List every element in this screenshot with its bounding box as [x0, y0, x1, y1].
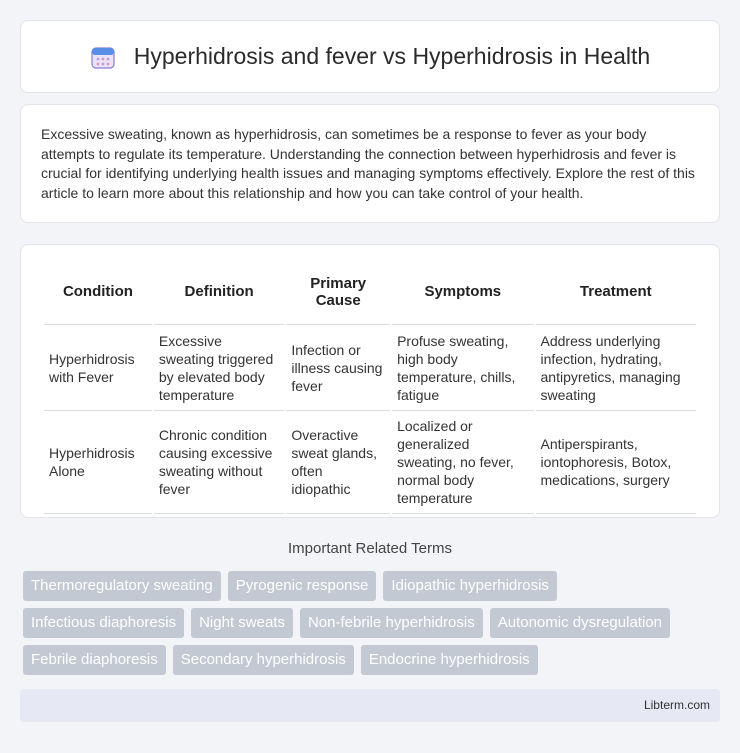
table-cell: Hyperhidrosis with Fever — [44, 325, 152, 411]
calendar-icon — [90, 44, 116, 70]
table-row — [44, 325, 696, 411]
header-treatment: Treatment — [536, 263, 696, 325]
table-cell: Chronic condition causing excessive sweating without fever — [154, 411, 285, 514]
table-row — [44, 411, 696, 514]
related-term-tag[interactable]: Idiopathic hyperhidrosis — [383, 571, 557, 601]
intro-card — [20, 104, 720, 223]
table-cell: Hyperhidrosis Alone — [44, 411, 152, 514]
related-term-tag[interactable]: Endocrine hyperhidrosis — [361, 645, 538, 675]
comparison-table-card — [20, 244, 720, 518]
related-term-tag[interactable]: Non-febrile hyperhidrosis — [300, 608, 483, 638]
table-cell: Profuse sweating, high body temperature, chills, fatigue — [392, 325, 533, 411]
table-cell: Overactive sweat glands, often idiopathic — [286, 411, 390, 514]
header-condition: Condition — [44, 263, 152, 325]
comparison-table — [42, 263, 698, 514]
footer-site-link[interactable]: Libterm.com — [643, 698, 710, 712]
intro-text: Excessive sweating, known as hyperhidrosis, can sometimes be a response to fever as your body attempts to regulate its temperature. Understanding the connection between hyperhidrosis and fever is crucial for identifying underlying health issues and managing symptoms effectively. Explore the rest of this article to learn more about this relationship and how you can take control of your health. — [41, 126, 695, 201]
table-cell: Address underlying infection, hydrating, antipyretics, managing sweating — [536, 325, 696, 411]
header-definition: Definition — [154, 263, 285, 325]
table-header-row — [44, 263, 696, 325]
related-term-tag[interactable]: Infectious diaphoresis — [23, 608, 184, 638]
related-term-tag[interactable]: Secondary hyperhidrosis — [173, 645, 354, 675]
table-cell: Excessive sweating triggered by elevated body temperature — [154, 325, 285, 411]
related-term-tag[interactable]: Night sweats — [191, 608, 293, 638]
related-terms-list — [23, 571, 723, 675]
related-term-tag[interactable]: Pyrogenic response — [228, 571, 377, 601]
header-primary-cause: Primary Cause — [286, 263, 390, 325]
table-cell: Infection or illness causing fever — [286, 325, 390, 411]
related-term-tag[interactable]: Thermoregulatory sweating — [23, 571, 221, 601]
related-term-tag[interactable]: Autonomic dysregulation — [490, 608, 670, 638]
table-cell: Localized or generalized sweating, no fever, normal body temperature — [392, 411, 533, 514]
table-cell: Antiperspirants, iontophoresis, Botox, medications, surgery — [536, 411, 696, 514]
header-symptoms: Symptoms — [392, 263, 533, 325]
page-title: Hyperhidrosis and fever vs Hyperhidrosis in Health — [133, 43, 651, 69]
related-terms-title: Important Related Terms — [288, 540, 452, 557]
title-card — [20, 20, 720, 93]
footer — [20, 689, 720, 722]
related-term-tag[interactable]: Febrile diaphoresis — [23, 645, 166, 675]
